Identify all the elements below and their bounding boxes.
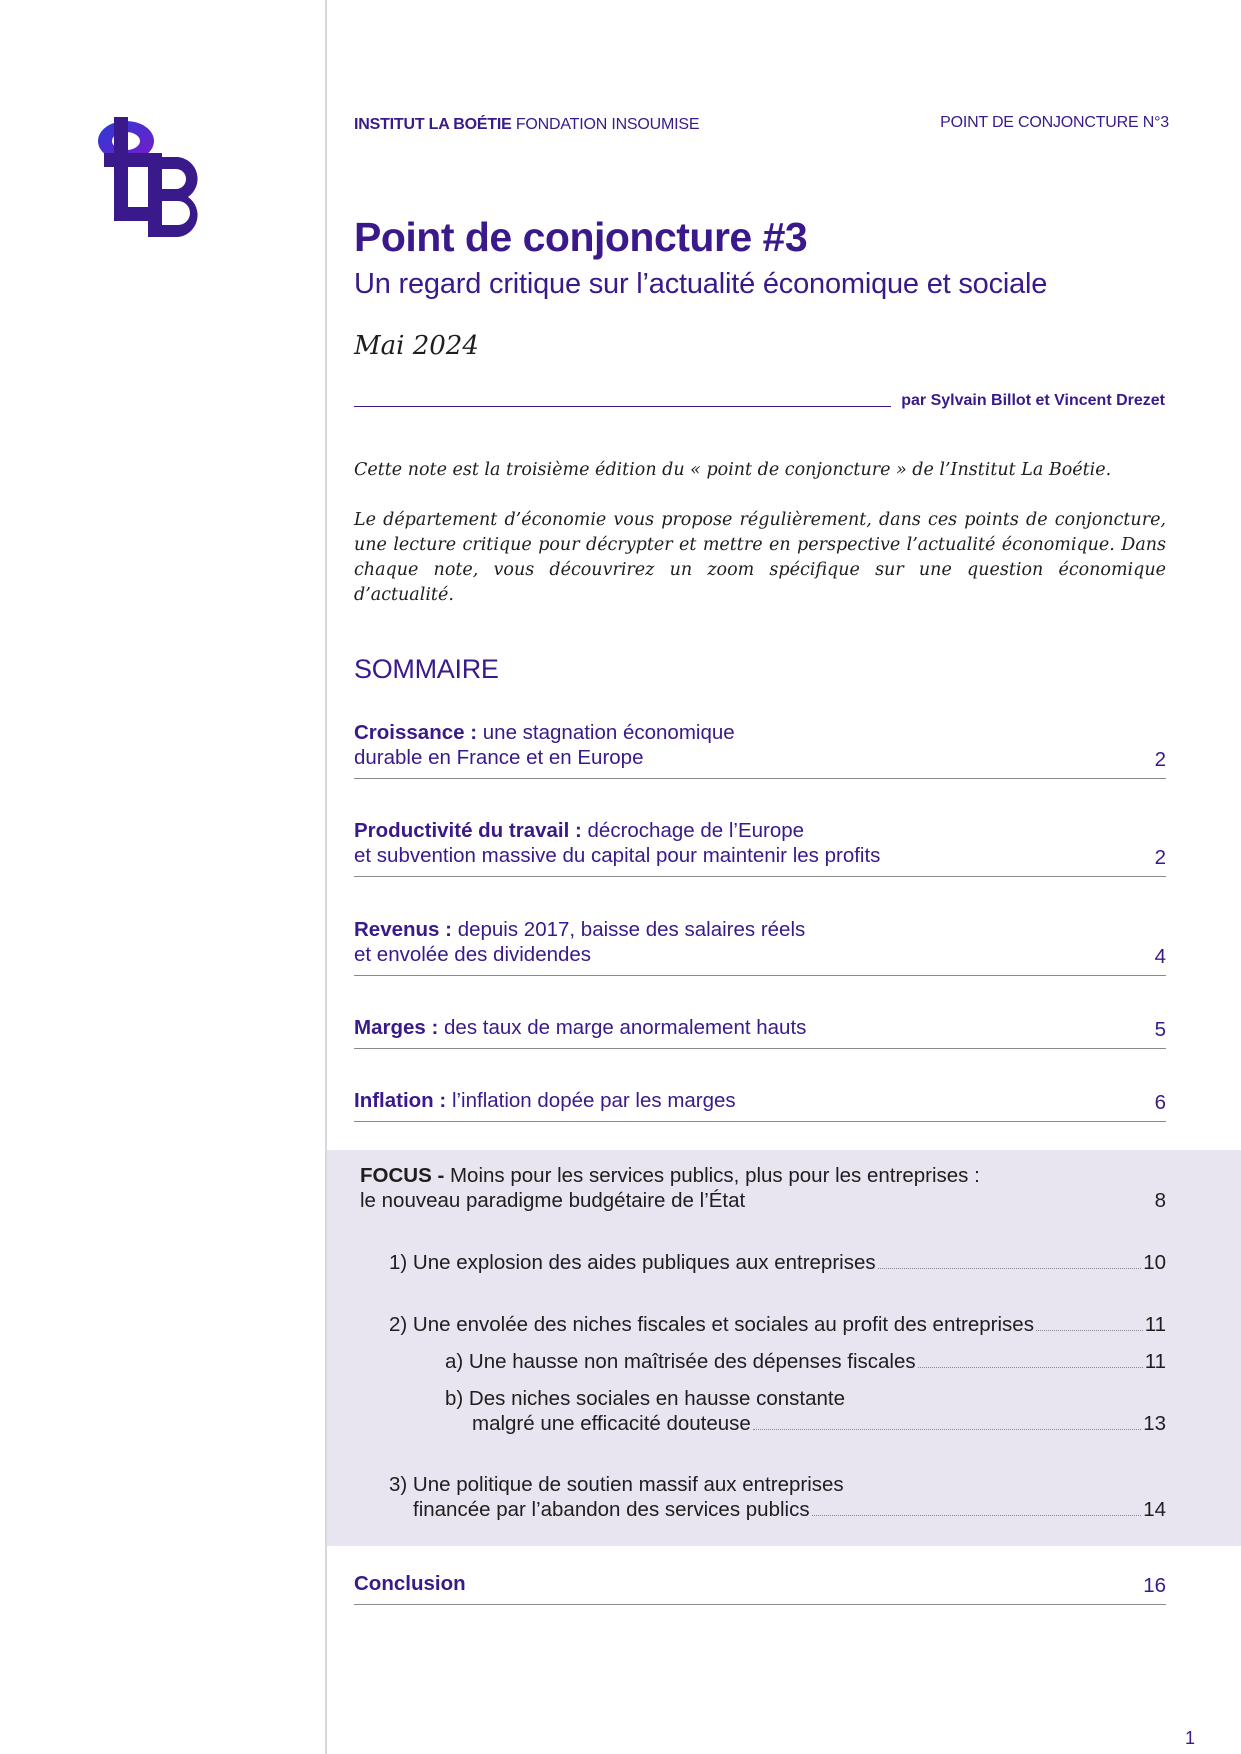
toc-entry-page: 4 [1154,945,1166,968]
toc-entry-page: 16 [1143,1574,1166,1597]
focus-item-text: malgré une efficacité douteuse [472,1412,751,1435]
toc-entry-page: 6 [1154,1091,1166,1114]
focus-item-text: 1) Une explosion des aides publiques aux entreprises [389,1251,876,1274]
institute-name-rest: FONDATION INSOUMISE [515,116,700,133]
focus-item-page: 10 [1143,1251,1166,1274]
focus-item-text: a) Une hausse non maîtrisée des dépenses fiscales [445,1350,916,1373]
toc-entry-text: décrochage de l’Europe [587,819,805,842]
page-subtitle: Un regard critique sur l’actualité économique et sociale [354,268,1048,300]
focus-item-2b-line1: b) Des niches sociales en hausse constante [445,1387,845,1410]
focus-item-2b[interactable] [472,1411,1166,1436]
toc-entry-text: l’inflation dopée par les marges [451,1089,736,1112]
toc-entry-label: Croissance : [354,721,478,744]
toc-entry-marges[interactable] [354,1015,1166,1049]
toc-entry-label: Productivité du travail : [354,819,582,842]
byline-rule [354,406,891,407]
toc-entry-productivite[interactable] [354,818,1166,877]
toc-heading: SOMMAIRE [354,654,499,684]
intro-paragraph-2: Le département d’économie vous propose régulièrement, dans ces points de conjoncture, une lecture critique pour décrypter et mettre en perspective l’actualité économique. Dans chaque note, vous découvrirez un zoom spécifique sur une question économique d’actualité. [354,510,1166,605]
dot-leader [1036,1330,1143,1331]
dot-leader [878,1268,1142,1269]
focus-item-text: financée par l’abandon des services publics [413,1498,810,1521]
issue-label: POINT DE CONJONCTURE N°3 [940,114,1169,131]
toc-entry-text-line2: et envolée des dividendes [354,943,592,966]
toc-entry-label: Inflation : [354,1089,447,1112]
intro-paragraph-1: Cette note est la troisième édition du « point de conjoncture » de l’Institut La Boétie. [354,460,1112,480]
focus-text: Moins pour les services publics, plus pour les entreprises : [449,1164,980,1187]
toc-entry-label: Revenus : [354,918,452,941]
focus-item-page: 14 [1143,1498,1166,1521]
toc-entry-revenus[interactable] [354,917,1166,976]
toc-entry-text: des taux de marge anormalement hauts [444,1016,807,1039]
toc-entry-label: Conclusion [354,1572,466,1595]
focus-text-line2: le nouveau paradigme budgétaire de l’État [360,1189,746,1212]
page-title: Point de conjoncture #3 [354,214,808,260]
dot-leader [753,1429,1141,1430]
dot-leader [812,1515,1142,1516]
focus-label: FOCUS - [360,1164,445,1187]
focus-item-2[interactable] [389,1312,1166,1337]
toc-entry-inflation[interactable] [354,1088,1166,1122]
publication-date: Mai 2024 [354,331,479,361]
institute-name-bold: INSTITUT LA BOÉTIE [354,116,512,133]
institute-name [354,116,699,134]
focus-item-2a[interactable] [445,1349,1166,1374]
focus-item-3-line1: 3) Une politique de soutien massif aux entreprises [389,1473,844,1496]
toc-entry-text: une stagnation économique [482,721,735,744]
dot-leader [918,1367,1143,1368]
toc-entry-conclusion[interactable] [354,1571,1166,1605]
focus-item-page: 11 [1144,1313,1166,1336]
toc-entry-page: 5 [1154,1018,1166,1041]
focus-item-text: 2) Une envolée des niches fiscales et sociales au profit des entreprises [389,1313,1034,1336]
toc-entry-croissance[interactable] [354,720,1166,779]
focus-item-page: 13 [1143,1412,1166,1435]
toc-entry-page: 2 [1154,846,1166,869]
page-number: 1 [1184,1728,1195,1748]
toc-entry-page: 2 [1154,748,1166,771]
toc-entry-text-line2: durable en France et en Europe [354,746,644,769]
focus-item-1[interactable] [389,1250,1166,1275]
toc-entry-focus[interactable] [360,1163,1166,1213]
toc-entry-text-line2: et subvention massive du capital pour maintenir les profits [354,844,881,867]
byline: par Sylvain Billot et Vincent Drezet [901,392,1165,409]
focus-item-page: 11 [1144,1350,1166,1373]
focus-item-3[interactable] [413,1497,1166,1522]
ilb-logo [86,117,218,245]
toc-entry-text: depuis 2017, baisse des salaires réels [457,918,806,941]
toc-entry-label: Marges : [354,1016,439,1039]
focus-page: 8 [1154,1189,1166,1212]
